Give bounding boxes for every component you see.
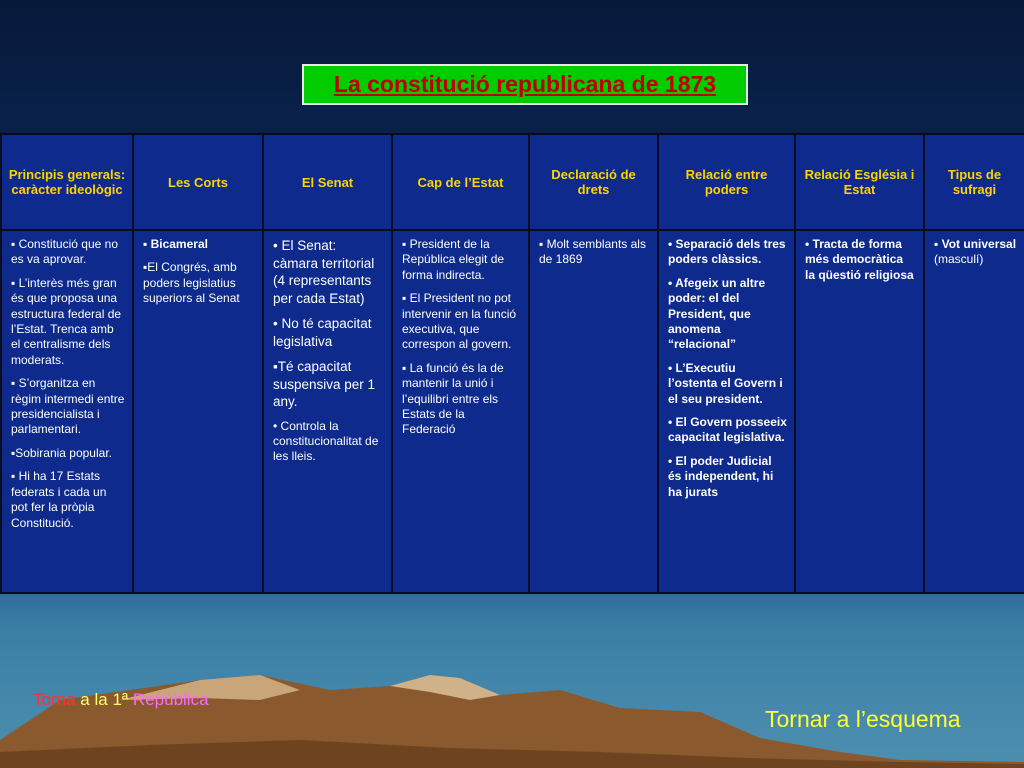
header-principis: Principis generals: caràcter ideològic [1,134,133,230]
list-item: • Afegeix un altre poder: el del President, que anomena “relacional” [668,275,766,352]
list-item: • Controla la constitucionalitat de les lleis. [273,418,379,464]
list-item: • Separació dels tres poders clàssics. [668,237,786,267]
header-corts: Les Corts [133,134,263,230]
list-item: • El Govern posseeix capacitat legislativa. [668,415,787,445]
list-item: ▪ Vot universal (masculí) [934,237,1017,267]
header-cap-estat: Cap de l’Estat [392,134,529,230]
header-drets: Declaració de drets [529,134,658,230]
list-item: • El poder Judicial és independent, hi ha jurats [668,453,774,499]
list-item: ▪ La funció és la de mantenir la unió i l’equilibri entre els Estats de la Federació [402,360,504,437]
list-item: ▪ El President no pot intervenir en la funció executiva, que correspon al govern. [402,291,517,352]
header-senat: El Senat [263,134,392,230]
list-item: • Tracta de forma més democràtica la qüestió religiosa [805,237,914,282]
list-item: • El Senat: càmara territorial (4 representants per cada Estat) [273,238,375,306]
list-item: ▪ President de la República elegit de forma indirecta. [402,237,505,282]
list-item: ▪ Hi ha 17 Estats federats i cada un pot fer la pròpia Constitució. [11,469,107,530]
header-relacio-poders: Relació entre poders [658,134,795,230]
list-item: ▪ Molt semblants als de 1869 [539,237,646,267]
list-item: ▪El Congrés, amb poders legislatius superiors al Senat [143,260,240,306]
header-esglesia-estat: Relació Església i Estat [795,134,924,230]
list-item: ▪Té capacitat suspensiva per 1 any. [273,359,376,409]
list-item: ▪ L’interès més gran és que proposa una estructura federal de l’Estat. Trenca amb el centralisme dels moderats. [11,275,122,367]
header-sufragi: Tipus de sufragi [924,134,1024,230]
back-to-scheme-link[interactable]: Tornar a l’esquema [765,706,961,732]
list-item: ▪ S’organitza en règim intermedi entre presidencialista i parlamentari. [11,376,125,437]
back-to-republic-link[interactable]: Torna a la 1ª República [33,690,209,709]
slide-title: La constitució republicana de 1873 [302,64,748,105]
list-item: • L’Executiu l’ostenta el Govern i el seu president. [668,360,783,406]
list-item: ▪ Constitució que no es va aprovar. [11,237,118,267]
list-item: ▪ Bicameral [143,237,208,251]
list-item: • No té capacitat legislativa [273,316,372,349]
list-item: ▪Sobirania popular. [11,445,112,460]
